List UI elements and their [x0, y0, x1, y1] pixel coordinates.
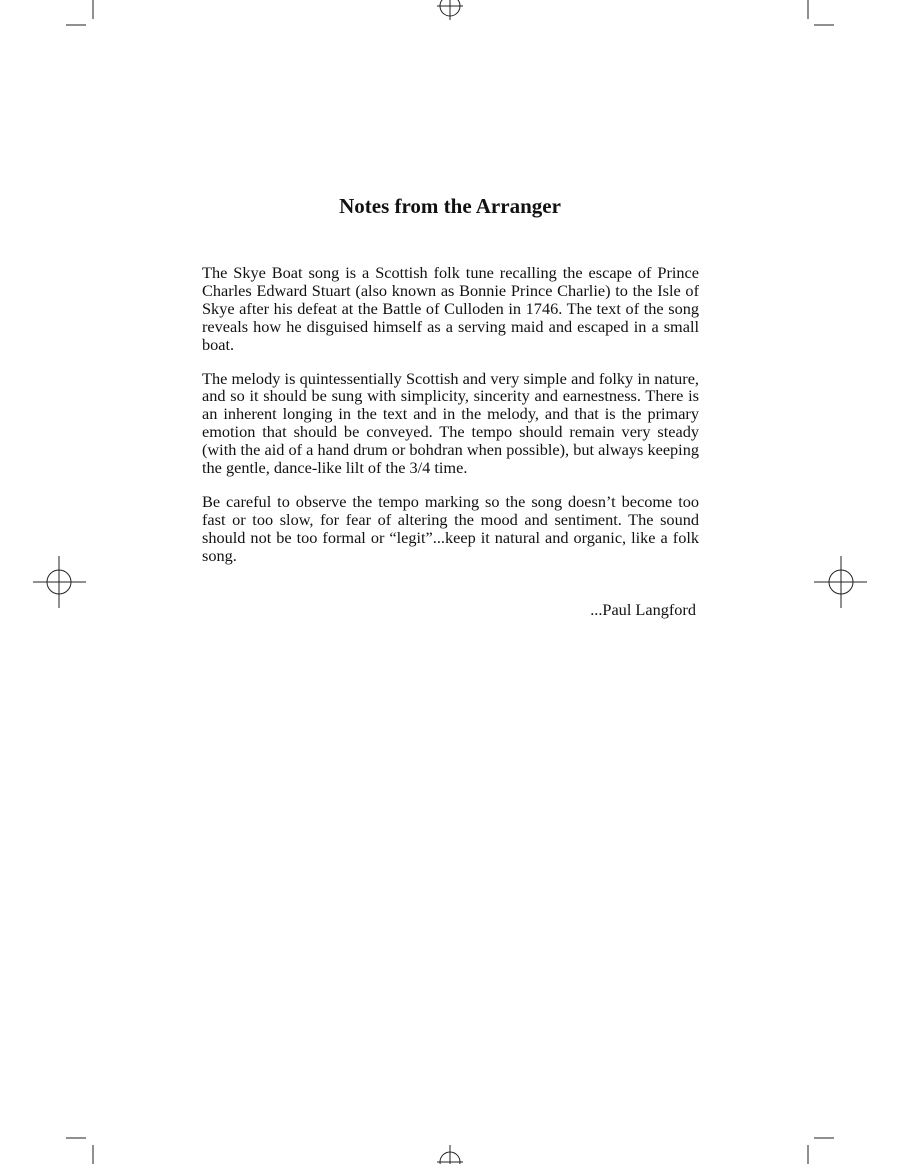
registration-mark-icon-top	[437, 0, 463, 20]
page-title: Notes from the Arranger	[339, 194, 561, 218]
paragraph-melody: The melody is quintessentially Scottish and very simple and folky in nature, and so it should be sung with simplicity, sincerity and earnestness. There is an inherent longing in the text and in the melody, and that is the primary emotion that should be conveyed. The tempo should remain very steady (with the aid of a hand drum or bohdran when possible), but always keeping the gentle, dance-like lilt of the 3/4 time.	[202, 368, 699, 478]
paragraph-tempo: Be careful to observe the tempo marking so the song doesn’t become too fast or too slow, for fear of altering the mood and sentiment. The sound should not be too formal or “legit”...keep it natural and organic, like a folk song.	[202, 491, 699, 565]
crop-mark-icon-top-left	[66, 0, 93, 25]
crop-mark-icon-top-right	[808, 0, 834, 25]
registration-mark-icon-bottom	[437, 1145, 463, 1164]
crop-mark-icon-bottom-left	[66, 1138, 93, 1164]
notes-body	[202, 264, 699, 581]
paragraph-history: The Skye Boat song is a Scottish folk tune recalling the escape of Prince Charles Edward Stuart (also known as Bonnie Prince Charlie) to the Isle of Skye after his defeat at the Battle of Culloden in 1746. The text of the song reveals how he disguised himself as a serving maid and escaped in a small boat.	[202, 263, 699, 354]
arranger-signature: ...Paul Langford	[590, 600, 696, 619]
registration-mark-icon-right	[814, 556, 867, 608]
registration-mark-icon-left	[33, 556, 86, 608]
crop-mark-icon-bottom-right	[808, 1138, 834, 1164]
